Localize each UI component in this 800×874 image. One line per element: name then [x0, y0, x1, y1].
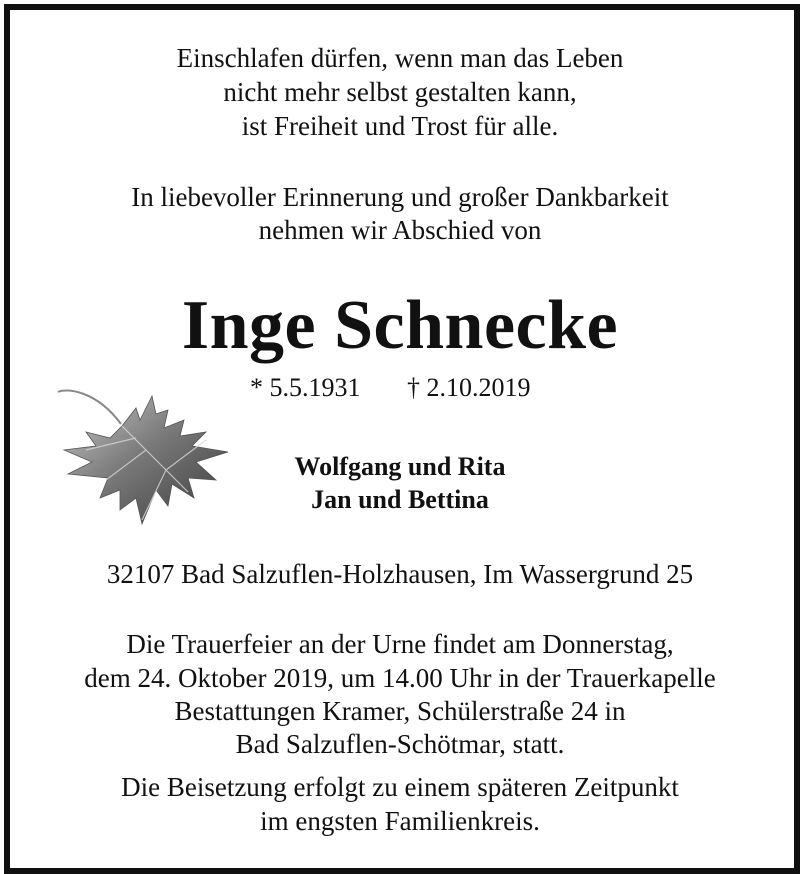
- intro-line-2: nehmen wir Abschied von: [258, 215, 542, 245]
- ceremony-line-2: dem 24. Oktober 2019, um 14.00 Uhr in der Trauerkapelle: [84, 663, 716, 693]
- burial-line-1: Die Beisetzung erfolgt zu einem späteren Zeitpunkt: [121, 772, 679, 802]
- birth-date: * 5.5.1931: [250, 373, 361, 402]
- maple-leaf-icon: [56, 380, 236, 540]
- life-dates: [250, 372, 531, 404]
- verse-line-3: ist Freiheit und Trost für alle.: [241, 111, 559, 141]
- burial-line-2: im engsten Familienkreis.: [260, 806, 540, 836]
- ceremony-line-3: Bestattungen Kramer, Schülerstraße 24 in: [174, 696, 626, 726]
- ceremony-line-1: Die Trauerfeier an der Urne findet am Donnerstag,: [126, 629, 674, 659]
- verse-line-2: nicht mehr selbst gestalten kann,: [223, 77, 577, 107]
- family-line-2: Jan und Bettina: [311, 485, 489, 514]
- address: 32107 Bad Salzuflen-Holzhausen, Im Wassergrund 25: [106, 559, 694, 589]
- deceased-name: Inge Schnecke: [181, 287, 619, 364]
- ceremony-line-4: Bad Salzuflen-Schötmar, statt.: [235, 729, 565, 759]
- verse-line-1: Einschlafen dürfen, wenn man das Leben: [176, 43, 624, 73]
- family-line-1: Wolfgang und Rita: [294, 452, 506, 481]
- intro-line-1: In liebevoller Erinnerung und großer Dankbarkeit: [131, 182, 669, 212]
- death-date: † 2.10.2019: [407, 373, 531, 402]
